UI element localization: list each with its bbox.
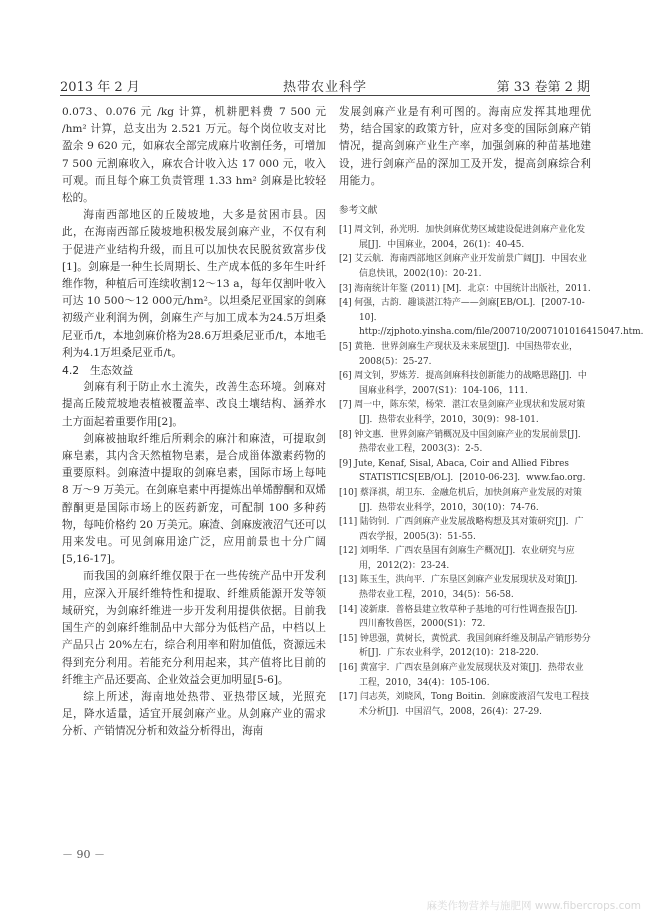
volume-issue: 第 33 卷第 2 期 [496, 80, 590, 95]
paragraph-hainan-west: 海南西部地区的丘陵坡地，大多是贫困市县。因此，在海南西部丘陵坡地积极发展剑麻产业，不仅有利于促进产业结构升级，而且可以加快农民脱贫致富步伐[1]。剑麻是一种生长周期长、生产成本低的多年生叶纤维作物，种植后可连续收割12～13 a，每年仅割叶收入可达 10 500～12 000元/hm²。以坦桑尼亚国家的剑麻初级产业利润为例，剑麻生产与加工成本为24.5万坦桑尼亚币/t，本地剑麻价格为28.6万坦桑尼亚币/t，本地毛利为4.1万坦桑尼亚币/t。 [62, 209, 326, 359]
right-column [339, 104, 644, 719]
reference-item: [10] 蔡泽祺，胡卫东．金融危机后，加快剑麻产业发展的对策[J]．热带农业科学，2010，30(10)：74-76. [339, 487, 582, 513]
header-rule [60, 95, 590, 96]
reference-item: [5] 黄艳．世界剑麻生产现状及未来展望[J]．中国热带农业，2008(5)：25-27. [339, 341, 578, 367]
journal-name: 热带农业科学 [282, 80, 367, 95]
reference-item: [17] 闫志英，刘晓风，Tong Boitin．剑麻废液沼气发电工程技术分析[J]．中国沼气，2008，26(4)：27-29. [339, 692, 590, 717]
paragraph-soil-erosion: 剑麻有利于防止水土流失，改善生态环境。剑麻对提高丘陵荒坡地表植被覆盖率、改良土壤结构、涵养水土方面起着重要作用[2]。 [62, 381, 326, 428]
paragraph-summary: 综上所述，海南地处热带、亚热带区域，光照充足，降水适量，适宜开展剑麻产业。从剑麻产业的需求分析、产销情况分析和效益分析得出，海南 [62, 690, 326, 738]
page-number: － 90 － [62, 848, 105, 861]
reference-item: [9] Jute, Kenaf, Sisal, Abaca, Coir and Allied Fibres STATISTICS[EB/OL]．[2010-06-23]．www.fao.org. [339, 458, 586, 484]
reference-list [339, 223, 644, 719]
reference-item: [15] 钟思强，黄树长，黄悦武．我国剑麻纤维及制品产销形势分析[J]．广东农业科学，2012(10)：218-220. [339, 633, 591, 659]
reference-item: [1] 周文钊，孙光明．加快剑麻优势区域建设促进剑麻产业化发展[J]．中国麻业，2004，26(1)：40-45. [339, 225, 586, 250]
reference-item: [16] 黄富宇．广西农垦剑麻产业发展现状及对策[J]．热带农业工程，2010，34(4)：105-106. [339, 663, 584, 688]
paragraph-income: 0.073、0.076 元 /kg 计算，机耕肥料费 7 500 元 /hm² 计算，总支出为 2.521 万元。每个岗位收支对比盈余 9 620 元，如麻农全部完成麻片收割任务，可增加 7 500 元割麻收入，麻农合计收入达 17 000 元，收入可观。而且每个麻工负责管理 1.33 hm² 剑麻是比较轻松的。 [62, 106, 326, 205]
reference-item: [2] 艾云航．海南西部地区剑麻产业开发前景广阔[J]．中国农业信息快讯，2002(10)：20-21. [339, 254, 587, 279]
paragraph-fiber-utilization: 而我国的剑麻纤维仅限于在一些传统产品中开发利用，应深入开展纤维特性和提取、纤维质能源开发等领域研究，为剑麻纤维进一步开发利用提供依据。目前我国生产的剑麻纤维制品中大部分为低档产品，中档以上产品只占 20%左右，综合利用率和附加值低，资源远未得到充分利用。若能充分利用起来，其产值将比目前的纤维主产品还要高、企业效益会更加明显[5-6]。 [62, 570, 326, 686]
reference-item: [11] 陆钧钊．广西剑麻产业发展战略构想及其对策研究[J]．广西农学报，2005(3)：51-55. [339, 517, 584, 542]
reference-item: [8] 钟文惠．世界剑麻产销概况及中国剑麻产业的发展前景[J]．热带农业工程，2003(3)：2-5. [339, 429, 587, 455]
reference-item: [7] 周一中，陈东荣，杨荣．湛江农垦剑麻产业现状和发展对策[J]．热带农业科学，2010，30(9)：98-101. [339, 400, 586, 425]
section-heading-ecology: 4.2 生态效益 [62, 364, 134, 378]
reference-item: [3] 海南统计年鉴 (2011) [M]．北京：中国统计出版社，2011. [339, 283, 591, 294]
paragraph-conclusion: 发展剑麻产业是有利可图的。海南应发挥其地理优势，结合国家的政策方针，应对多变的国际剑麻产销情况，提高剑麻产业生产率，加强剑麻的种苗基地建设，进行剑麻产品的深加工及开发，提高剑麻综合利用能力。 [339, 106, 591, 187]
reference-item: [12] 刘明华．广西农垦国有剑麻生产概况[J]．农业研究与应用，2012(2)：23-24. [339, 546, 575, 571]
reference-item: [13] 陈玉生，洪向平．广东垦区剑麻产业发展现状及对策[J]．热带农业工程，2010，34(5)：56-58. [339, 575, 584, 601]
paragraph-saponin: 剑麻被抽取纤维后所剩余的麻汁和麻渣，可提取剑麻皂素，其内含天然植物皂素，是合成甾体激素药物的重要原料。剑麻渣中提取的剑麻皂素，国际市场上每吨 8 万～9 万美元。在剑麻皂素中再提炼出单烯醇酮和双烯醇酮更是国际市场上的医药新宠，可配制 100 多种药物，每吨价格约 20 万美元。麻渣、剑麻废液沼气还可以用来发电。可见剑麻用途广泛，应用前景也十分广阔[5,16-17]。 [62, 432, 326, 566]
watermark: 麻类作物营养与施肥网 www.fibercrops.com [426, 900, 641, 912]
reference-item: [14] 凌新康．普格县建立牧草种子基地的可行性调查报告[J]．四川畜牧兽医，2000(S1)：72. [339, 604, 584, 630]
left-column [62, 104, 326, 741]
reference-item: [4] 何强，古韵．趣谈湛江特产——剑麻[EB/OL]．[2007-10-10]．http://zjphoto.yinsha.com/file/200710/2007101016415047.htm. [339, 298, 644, 338]
page-header [60, 74, 590, 96]
references-title: 参考文献 [339, 205, 378, 217]
reference-item: [6] 周文钊，罗炼芳．提高剑麻科技创新能力的战略思路[J]．中国麻业科学，2007(S1)：104-106，111. [339, 371, 587, 396]
issue-date: 2013 年 2 月 [60, 80, 140, 95]
